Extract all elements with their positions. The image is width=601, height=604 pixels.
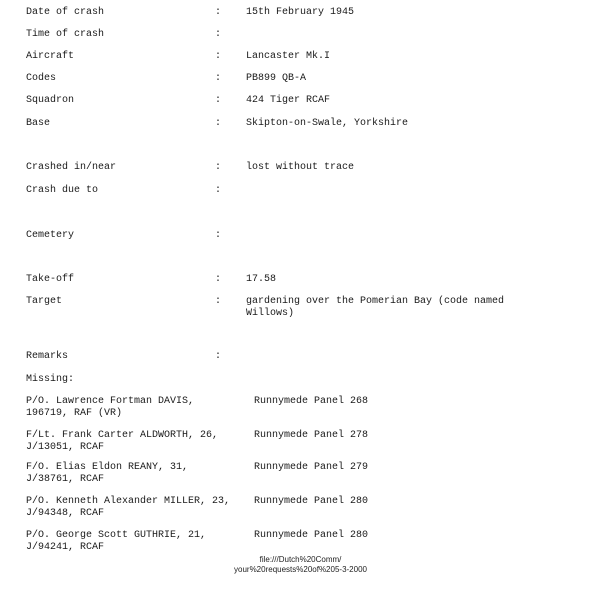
field-label: Date of crash bbox=[26, 7, 105, 18]
field-label: Target bbox=[26, 296, 63, 307]
field-label: Aircraft bbox=[26, 51, 75, 62]
crew-name-rank: F/O. Elias Eldon REANY, 31, bbox=[26, 462, 189, 473]
field-value: Skipton-on-Swale, Yorkshire bbox=[246, 118, 409, 129]
field-colon: : bbox=[215, 29, 222, 40]
field-colon: : bbox=[215, 185, 222, 196]
field-value: 15th February 1945 bbox=[246, 7, 355, 18]
footer-file-path-line1: file:///Dutch%20Comm/ bbox=[259, 555, 342, 564]
field-label: Squadron bbox=[26, 95, 75, 106]
field-label: Take-off bbox=[26, 274, 75, 285]
field-colon: : bbox=[215, 230, 222, 241]
field-value: gardening over the Pomerian Bay (code named bbox=[246, 296, 505, 307]
field-colon: : bbox=[215, 296, 222, 307]
crew-memorial: Runnymede Panel 280 bbox=[254, 530, 369, 541]
field-label: Crash due to bbox=[26, 185, 99, 196]
crew-memorial: Runnymede Panel 280 bbox=[254, 496, 369, 507]
crew-memorial: Runnymede Panel 279 bbox=[254, 462, 369, 473]
crew-name-rank: P/O. Kenneth Alexander MILLER, 23, bbox=[26, 496, 231, 507]
crew-service-number: 196719, RAF (VR) bbox=[26, 408, 123, 419]
field-label: Remarks bbox=[26, 351, 69, 362]
crew-name-rank: P/O. George Scott GUTHRIE, 21, bbox=[26, 530, 207, 541]
field-label: Crashed in/near bbox=[26, 162, 117, 173]
field-colon: : bbox=[215, 95, 222, 106]
field-value: Lancaster Mk.I bbox=[246, 51, 331, 62]
field-value: 17.58 bbox=[246, 274, 277, 285]
field-colon: : bbox=[215, 73, 222, 84]
crew-memorial: Runnymede Panel 268 bbox=[254, 396, 369, 407]
field-value: 424 Tiger RCAF bbox=[246, 95, 331, 106]
crew-service-number: J/94348, RCAF bbox=[26, 508, 105, 519]
crew-service-number: J/38761, RCAF bbox=[26, 474, 105, 485]
field-colon: : bbox=[215, 351, 222, 362]
crew-name-rank: F/Lt. Frank Carter ALDWORTH, 26, bbox=[26, 430, 219, 441]
field-colon: : bbox=[215, 162, 222, 173]
crew-name-rank: P/O. Lawrence Fortman DAVIS, bbox=[26, 396, 195, 407]
field-colon: : bbox=[215, 7, 222, 18]
field-value: PB899 QB-A bbox=[246, 73, 307, 84]
crew-service-number: J/13051, RCAF bbox=[26, 442, 105, 453]
footer-file-path-line2: your%20requests%20of%205-3-2000 bbox=[234, 565, 367, 574]
field-value: lost without trace bbox=[246, 162, 355, 173]
missing-heading: Missing: bbox=[26, 374, 75, 385]
field-colon: : bbox=[215, 118, 222, 129]
field-label: Codes bbox=[26, 73, 57, 84]
field-label: Cemetery bbox=[26, 230, 75, 241]
field-value-continuation: Willows) bbox=[246, 308, 295, 319]
field-label: Time of crash bbox=[26, 29, 105, 40]
field-colon: : bbox=[215, 51, 222, 62]
field-label: Base bbox=[26, 118, 51, 129]
crew-service-number: J/94241, RCAF bbox=[26, 542, 105, 553]
crew-memorial: Runnymede Panel 278 bbox=[254, 430, 369, 441]
field-colon: : bbox=[215, 274, 222, 285]
